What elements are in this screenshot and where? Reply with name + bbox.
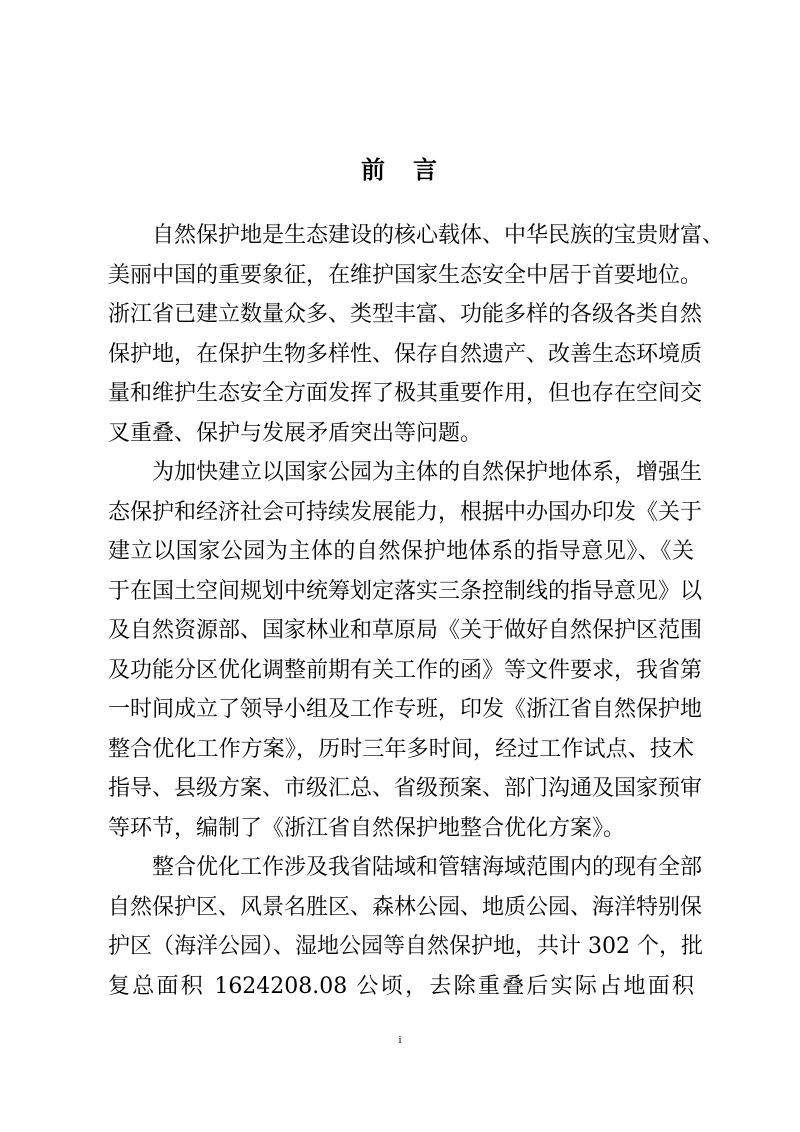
paragraph-1-line: 量和维护生态安全方面发挥了极其重要作用，但也存在空间交 bbox=[108, 381, 703, 406]
paragraph-2-line: 态保护和经济社会可持续发展能力，根据中办国办印发《关于 bbox=[108, 499, 703, 525]
paragraph-1-line: 叉重叠、保护与发展矛盾突出等问题。 bbox=[108, 420, 483, 446]
paragraph-3-line: 护区（海洋公园）、湿地公园等自然保护地，共计 302 个，批 bbox=[108, 934, 703, 959]
paragraph-2-line: 为加快建立以国家公园为主体的自然保护地体系，增强生 bbox=[152, 460, 703, 485]
paragraph-2-line: 建立以国家公园为主体的自然保护地体系的指导意见》、《关 bbox=[108, 539, 694, 564]
paragraph-2-line: 及功能分区优化调整前期有关工作的函》等文件要求，我省第 bbox=[108, 657, 703, 683]
paragraph-3-line: 复总面积 1624208.08 公顷，去除重叠后实际占地面积 bbox=[108, 973, 694, 999]
paragraph-2-line: 于在国土空间规划中统筹划定落实三条控制线的指导意见》以 bbox=[108, 578, 703, 604]
paragraph-3-line: 整合优化工作涉及我省陆域和管辖海域范围内的现有全部 bbox=[152, 855, 703, 880]
paragraph-2-line: 一时间成立了领导小组及工作专班，印发《浙江省自然保护地 bbox=[108, 697, 703, 722]
paragraph-1-line: 保护地，在保护生物多样性、保存自然遗产、改善生态环境质 bbox=[108, 341, 703, 367]
page-title: 前 言 bbox=[361, 155, 439, 184]
page-number: i bbox=[398, 1034, 402, 1046]
paragraph-1-line: 美丽中国的重要象征，在维护国家生态安全中居于首要地位。 bbox=[108, 262, 703, 288]
paragraph-2-line: 指导、县级方案、市级汇总、省级预案、部门沟通及国家预审 bbox=[108, 776, 703, 801]
paragraph-1-line: 自然保护地是生态建设的核心载体、中华民族的宝贵财富、 bbox=[152, 223, 725, 248]
paragraph-2-line: 整合优化工作方案》，历时三年多时间，经过工作试点、技术 bbox=[108, 736, 694, 762]
paragraph-3-line: 自然保护区、风景名胜区、森林公园、地质公园、海洋特别保 bbox=[108, 894, 703, 920]
paragraph-1-line: 浙江省已建立数量众多、类型丰富、功能多样的各级各类自然 bbox=[108, 302, 703, 327]
paragraph-2-line: 及自然资源部、国家林业和草原局《关于做好自然保护区范围 bbox=[108, 618, 703, 643]
document-body bbox=[108, 216, 725, 1006]
paragraph-2-line: 等环节，编制了《浙江省自然保护地整合优化方案》。 bbox=[108, 815, 626, 841]
